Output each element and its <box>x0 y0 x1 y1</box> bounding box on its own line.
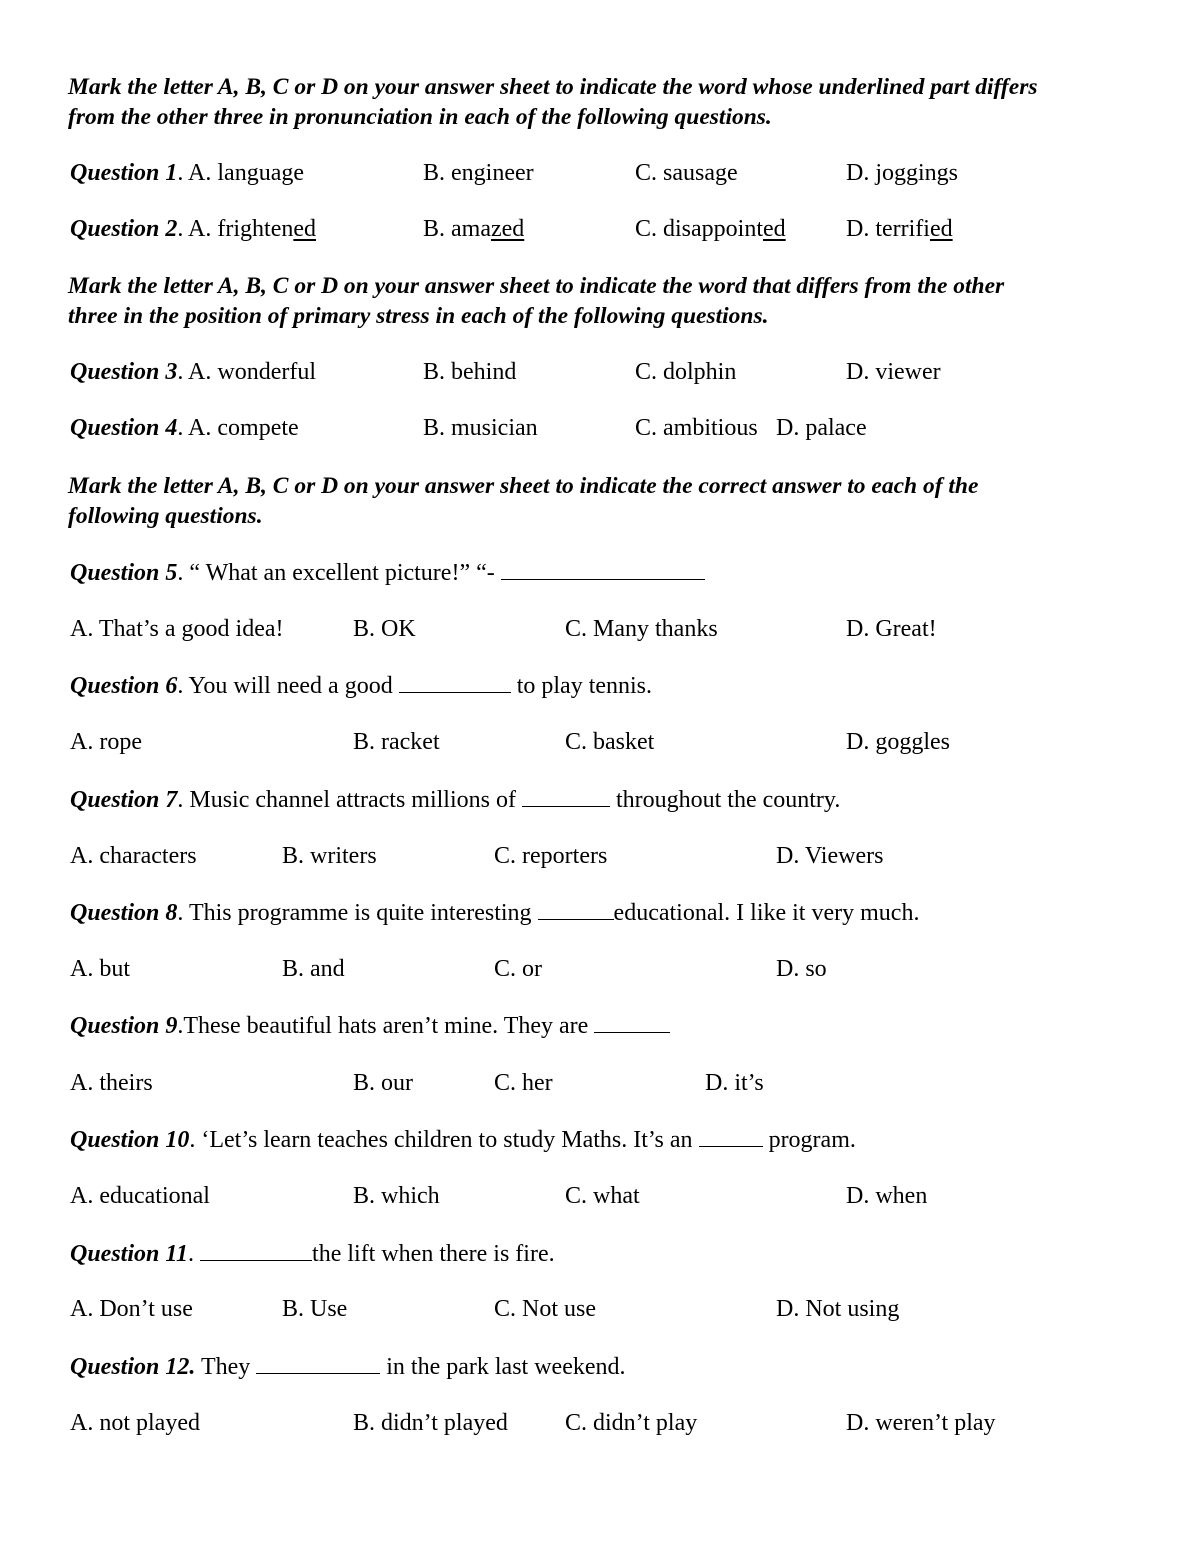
option-c: C. what <box>565 1183 640 1209</box>
option-d: D. so <box>776 956 827 982</box>
question-9: Question 9.These beautiful hats aren’t mine. They are <box>70 1010 670 1041</box>
option-c: C. dolphin <box>635 359 737 385</box>
question-stem: “ What an excellent picture!” “- <box>189 560 501 586</box>
option-a: A. theirs <box>70 1070 153 1096</box>
question-stem: Music channel attracts millions of <box>189 787 522 813</box>
question-4: Question 4. A. compete <box>70 415 299 441</box>
option-text: D. terrifi <box>846 216 930 242</box>
question-label: Question 6 <box>70 673 178 699</box>
question-label: Question 8 <box>70 900 178 926</box>
option-a: A. not played <box>70 1410 200 1436</box>
question-10: Question 10. ‘Let’s learn teaches children to study Maths. It’s an program. <box>70 1124 856 1155</box>
option-a: A. characters <box>70 843 197 869</box>
question-label: Question 4 <box>70 415 178 441</box>
option-b: B. racket <box>353 729 440 755</box>
question-stem: ‘Let’s learn teaches children to study Maths. It’s an <box>201 1127 699 1153</box>
option-d: D. Viewers <box>776 843 884 869</box>
option-d <box>846 214 953 244</box>
option-b: B. writers <box>282 843 377 869</box>
question-stem: educational. I like it very much. <box>613 900 920 926</box>
answer-blank[interactable] <box>501 557 705 580</box>
question-label: Question 2 <box>70 216 178 242</box>
instruction-line: three in the position of primary stress in each of the following questions. <box>68 303 769 329</box>
question-stem: They <box>200 1354 257 1380</box>
instruction-pronunciation <box>68 72 1138 132</box>
question-5: Question 5. “ What an excellent picture!” “- <box>70 557 705 588</box>
question-label: Question 11 <box>70 1241 189 1267</box>
option-b: B. behind <box>423 359 517 385</box>
instruction-correct-answer <box>68 471 1138 531</box>
answer-blank[interactable] <box>200 1238 312 1261</box>
question-11: Question 11. the lift when there is fire. <box>70 1238 555 1269</box>
question-stem: throughout the country. <box>609 787 841 813</box>
question-stem: the lift when there is fire. <box>312 1241 555 1267</box>
option-b: B. and <box>282 956 345 982</box>
option-a: A. educational <box>70 1183 210 1209</box>
option-d: D. Great! <box>846 616 937 642</box>
instruction-line: Mark the letter A, B, C or D on your answer sheet to indicate the word that differs from the other <box>68 273 1005 299</box>
instruction-line: Mark the letter A, B, C or D on your answer sheet to indicate the word whose underlined part differs <box>68 74 1038 100</box>
option-b: B. which <box>353 1183 440 1209</box>
question-6: Question 6. You will need a good to play tennis. <box>70 670 652 701</box>
answer-blank[interactable] <box>256 1351 380 1374</box>
option-a: A. That’s a good idea! <box>70 616 284 642</box>
option-a: A. compete <box>188 415 299 441</box>
question-label: Question 12. <box>70 1354 196 1380</box>
question-3: Question 3. A. wonderful <box>70 359 317 385</box>
option-text: A. frighten <box>188 216 294 242</box>
option-c: C. her <box>494 1070 553 1096</box>
option-d: D. it’s <box>705 1070 764 1096</box>
answer-blank[interactable] <box>594 1010 670 1033</box>
question-stem: program. <box>762 1127 856 1153</box>
answer-blank[interactable] <box>399 670 511 693</box>
option-c: C. Not use <box>494 1296 596 1322</box>
option-b: B. OK <box>353 616 416 642</box>
question-label: Question 7 <box>70 787 178 813</box>
question-label: Question 9 <box>70 1013 178 1039</box>
question-1: Question 1. A. language <box>70 160 305 186</box>
question-label: Question 10 <box>70 1127 190 1153</box>
option-c <box>635 214 786 244</box>
underlined-part: ed <box>293 216 317 242</box>
option-b: B. our <box>353 1070 413 1096</box>
option-d: D. joggings <box>846 160 959 186</box>
instruction-line: from the other three in pronunciation in each of the following questions. <box>68 104 772 130</box>
question-stem: This programme is quite interesting <box>188 900 538 926</box>
question-2: Question 2. A. frightened <box>70 216 317 242</box>
option-a: A. rope <box>70 729 142 755</box>
underlined-part: ed <box>929 216 953 242</box>
option-c: C. reporters <box>494 843 608 869</box>
question-7: Question 7. Music channel attracts millions of throughout the country. <box>70 784 840 815</box>
option-d: D. palace <box>776 415 867 441</box>
option-c: C. or <box>494 956 542 982</box>
instruction-line: following questions. <box>68 503 263 529</box>
option-d: D. when <box>846 1183 928 1209</box>
option-d: D. Not using <box>776 1296 900 1322</box>
option-a: A. wonderful <box>188 359 317 385</box>
answer-blank[interactable] <box>538 897 614 920</box>
option-text: B. ama <box>423 216 491 242</box>
option-text: C. disappoint <box>635 216 764 242</box>
option-c: C. basket <box>565 729 655 755</box>
underlined-part: ed <box>763 216 786 242</box>
question-stem: in the park last weekend. <box>380 1354 626 1380</box>
option-b <box>423 214 524 244</box>
option-b: B. didn’t played <box>353 1410 508 1436</box>
question-label: Question 1 <box>70 160 178 186</box>
question-label: Question 3 <box>70 359 178 385</box>
option-b: B. engineer <box>423 160 534 186</box>
option-a: A. language <box>188 160 305 186</box>
option-a <box>188 216 316 242</box>
option-c: C. Many thanks <box>565 616 718 642</box>
option-b: B. Use <box>282 1296 348 1322</box>
question-stem: These beautiful hats aren’t mine. They are <box>183 1013 595 1039</box>
option-d: D. viewer <box>846 359 941 385</box>
question-8: Question 8. This programme is quite interesting educational. I like it very much. <box>70 897 919 928</box>
option-d: D. goggles <box>846 729 950 755</box>
option-c: C. didn’t play <box>565 1410 698 1436</box>
answer-blank[interactable] <box>699 1124 763 1147</box>
option-c: C. sausage <box>635 160 738 186</box>
answer-blank[interactable] <box>522 784 610 807</box>
option-a: A. but <box>70 956 130 982</box>
instruction-stress <box>68 271 1138 331</box>
question-label: Question 5 <box>70 560 178 586</box>
option-b: B. musician <box>423 415 538 441</box>
question-12 <box>70 1351 626 1382</box>
instruction-line: Mark the letter A, B, C or D on your answer sheet to indicate the correct answer to each of the <box>68 473 979 499</box>
question-stem: You will need a good <box>188 673 399 699</box>
question-stem: to play tennis. <box>510 673 653 699</box>
option-c: C. ambitious <box>635 415 758 441</box>
option-a: A. Don’t use <box>70 1296 193 1322</box>
underlined-part: zed <box>490 216 525 242</box>
option-d: D. weren’t play <box>846 1410 996 1436</box>
